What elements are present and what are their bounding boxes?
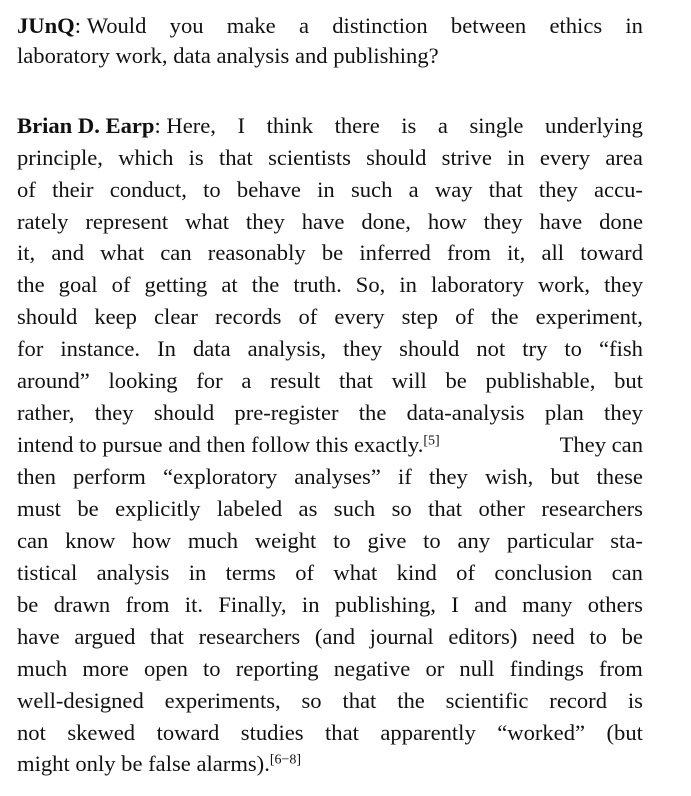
word: findings — [509, 656, 584, 681]
word: should — [17, 304, 78, 329]
word: done, — [361, 209, 411, 234]
word: So, — [355, 272, 386, 297]
word: what — [333, 560, 378, 585]
word: the — [358, 400, 387, 425]
word: they — [604, 400, 643, 425]
word: of — [455, 304, 474, 329]
word: In — [157, 336, 176, 361]
word: record — [549, 688, 607, 713]
word: they — [428, 464, 468, 489]
word: give — [367, 528, 407, 553]
word: “exploratory — [162, 464, 278, 489]
word: what — [100, 240, 145, 265]
answer-lead: Brian D. Earp: Here, — [17, 113, 216, 138]
word: way — [434, 177, 473, 202]
word: toward — [580, 240, 643, 265]
word: publishing, — [334, 592, 436, 617]
answer-line — [17, 558, 643, 588]
word: sta- — [610, 528, 643, 553]
word: to — [203, 177, 221, 202]
word: can — [160, 240, 192, 265]
word: journal — [369, 624, 434, 649]
word: represent — [85, 209, 169, 234]
word: is — [401, 113, 417, 138]
word: for — [196, 368, 223, 393]
word: in — [317, 177, 335, 202]
answer-line — [17, 622, 643, 652]
word: to — [423, 528, 441, 553]
word: such — [333, 496, 376, 521]
word: in — [399, 272, 417, 297]
word: labeled — [216, 496, 283, 521]
word: their — [52, 177, 94, 202]
answer-line-citation: intend to pursue and then follow this exactly.[5] They can — [17, 432, 643, 457]
answer-line — [17, 718, 643, 748]
word: must — [17, 496, 61, 521]
word: drawn — [53, 592, 111, 617]
word: so — [391, 496, 412, 521]
word: accu- — [594, 177, 643, 202]
word: behave — [236, 177, 301, 202]
word: pre-register — [234, 400, 339, 425]
word: in — [507, 145, 525, 170]
word: truth. — [293, 272, 342, 297]
word: have — [17, 624, 60, 649]
word: and — [474, 592, 507, 617]
word: they — [604, 272, 643, 297]
word: so — [301, 688, 322, 713]
word: can — [17, 528, 49, 553]
word: in — [188, 560, 207, 585]
word: scientific — [445, 688, 529, 713]
word: publishable, — [485, 368, 596, 393]
word: around” — [17, 368, 90, 393]
word: step — [401, 304, 439, 329]
word: underlying — [545, 113, 643, 138]
word: data — [192, 336, 231, 361]
word: be — [77, 496, 99, 521]
word: be — [445, 368, 467, 393]
word: be — [17, 592, 39, 617]
word: be — [321, 240, 344, 265]
word: much — [17, 656, 68, 681]
word: to — [589, 624, 607, 649]
answer-line-last: might only be false alarms).[6−8] — [17, 751, 302, 776]
word: they — [245, 209, 285, 234]
word: reasonably — [207, 240, 306, 265]
word: “worked” — [497, 720, 586, 745]
word: that — [428, 496, 463, 521]
word: of — [17, 177, 36, 202]
word: of — [456, 560, 475, 585]
word: have — [539, 209, 583, 234]
word: well-designed — [17, 688, 144, 713]
word: analyses” — [294, 464, 381, 489]
word: many — [522, 592, 573, 617]
word: terms — [225, 560, 276, 585]
word: and — [51, 240, 84, 265]
word: editors) — [448, 624, 518, 649]
word: strive — [441, 145, 492, 170]
word: all — [541, 240, 565, 265]
word: rather, — [17, 400, 75, 425]
speaker-brian-d-earp: Brian D. Earp — [17, 113, 155, 138]
word: from — [125, 592, 170, 617]
answer-line — [17, 175, 643, 205]
word: researchers — [198, 624, 301, 649]
word: not — [17, 720, 46, 745]
word: studies — [240, 720, 304, 745]
word: conduct, — [109, 177, 187, 202]
word: goal — [58, 272, 98, 297]
word: null — [459, 656, 495, 681]
word: other — [478, 496, 525, 521]
word: result — [270, 368, 321, 393]
word: it. — [184, 592, 203, 617]
citation-6-8: [6−8] — [269, 752, 302, 768]
word: from — [447, 240, 491, 265]
word: then — [17, 464, 56, 489]
word: done — [599, 209, 643, 234]
word: rately — [17, 209, 69, 234]
word: should — [153, 400, 215, 425]
answer-line — [17, 334, 643, 364]
word: any — [457, 528, 491, 553]
word: principle, — [17, 145, 103, 170]
word: toward — [156, 720, 220, 745]
word: the — [251, 272, 280, 297]
word: scientists — [268, 145, 351, 170]
word: or — [425, 656, 445, 681]
word: is — [188, 145, 204, 170]
word: analysis, — [247, 336, 327, 361]
word: of — [295, 560, 315, 585]
answer-line — [17, 143, 643, 173]
word: skewed — [67, 720, 136, 745]
word: that — [218, 145, 253, 170]
word: clear — [154, 304, 198, 329]
word: single — [469, 113, 524, 138]
word: analysis — [96, 560, 170, 585]
word: conclusion — [494, 560, 593, 585]
word: inferred — [359, 240, 431, 265]
word: much — [187, 528, 239, 553]
word: reporting — [235, 656, 319, 681]
word: of — [298, 304, 318, 329]
word: a — [437, 113, 448, 138]
word: can — [611, 560, 643, 585]
word: there — [334, 113, 380, 138]
answer-line — [17, 686, 643, 716]
answer-line — [17, 366, 643, 396]
word: they — [343, 336, 383, 361]
word: every — [334, 304, 385, 329]
word: know — [65, 528, 116, 553]
word: argued — [74, 624, 136, 649]
word: to — [333, 528, 351, 553]
word: how — [132, 528, 172, 553]
word: in — [301, 592, 320, 617]
answer-line — [17, 207, 643, 237]
answer-line — [17, 590, 643, 620]
word: tistical — [17, 560, 78, 585]
word: getting — [144, 272, 208, 297]
word: negative — [333, 656, 411, 681]
word: will — [391, 368, 427, 393]
word: Finally, — [218, 592, 287, 617]
word: area — [605, 145, 643, 170]
word: but — [550, 464, 580, 489]
word: to — [203, 656, 221, 681]
word: looking — [108, 368, 178, 393]
word: laboratory — [431, 272, 524, 297]
answer-line — [17, 462, 643, 492]
word: every — [539, 145, 591, 170]
word: a — [408, 177, 419, 202]
word: which — [118, 145, 174, 170]
word: open — [143, 656, 188, 681]
answer-line — [17, 526, 643, 556]
word: others — [587, 592, 643, 617]
word: not — [476, 336, 506, 361]
word: these — [596, 464, 643, 489]
word: it, — [17, 240, 36, 265]
word: that — [325, 720, 359, 745]
word: researchers — [541, 496, 643, 521]
word: data-analysis — [406, 400, 525, 425]
word: such — [350, 177, 393, 202]
word: plan — [544, 400, 584, 425]
word: wish, — [485, 464, 534, 489]
question-line-1: JUnQ: Would you make a distinction between ethics in — [17, 11, 643, 41]
word: at — [221, 272, 238, 297]
word: that — [488, 177, 523, 202]
word: should — [366, 145, 427, 170]
word: that — [339, 368, 373, 393]
question-lead: JUnQ: Would — [17, 13, 147, 38]
word: think — [266, 113, 314, 138]
word: the — [17, 272, 45, 297]
word: a — [241, 368, 252, 393]
word: work, — [537, 272, 591, 297]
word: be — [621, 624, 643, 649]
word: they — [538, 177, 578, 202]
answer-line-1 — [17, 111, 643, 141]
word: from — [598, 656, 643, 681]
word: keep — [94, 304, 137, 329]
word: of — [111, 272, 131, 297]
word: but — [614, 368, 643, 393]
word: what — [185, 209, 229, 234]
word: “fish — [599, 336, 643, 361]
question-line-2: laboratory work, data analysis and publishing? — [17, 43, 439, 68]
word: try — [522, 336, 548, 361]
word: particular — [506, 528, 594, 553]
answer-line — [17, 494, 643, 524]
word: I — [451, 592, 459, 617]
word: experiment, — [535, 304, 643, 329]
word: that — [342, 688, 377, 713]
word: if — [398, 464, 412, 489]
word: as — [298, 496, 318, 521]
answer-line — [17, 270, 643, 300]
word: that — [150, 624, 184, 649]
word: explicitly — [115, 496, 201, 521]
answer-line — [17, 398, 643, 428]
word: for — [17, 336, 44, 361]
speaker-junq: JUnQ — [17, 13, 75, 38]
word: they — [94, 400, 134, 425]
word: it, — [507, 240, 526, 265]
word: more — [82, 656, 129, 681]
answer-line — [17, 238, 643, 268]
word: how — [427, 209, 467, 234]
word: to — [564, 336, 582, 361]
word: apparently — [380, 720, 476, 745]
word: the — [490, 304, 519, 329]
citation-5: [5] — [423, 433, 440, 449]
word: experiments, — [164, 688, 281, 713]
word: need — [532, 624, 575, 649]
word: (and — [314, 624, 356, 649]
word: records — [214, 304, 282, 329]
word: they — [483, 209, 523, 234]
word: should — [399, 336, 460, 361]
answer-line — [17, 302, 643, 332]
answer-line — [17, 654, 643, 684]
word: (but — [606, 720, 643, 745]
word: the — [397, 688, 425, 713]
word: is — [627, 688, 643, 713]
word: I — [237, 113, 246, 138]
word: perform — [73, 464, 146, 489]
word: kind — [396, 560, 437, 585]
word: instance. — [60, 336, 141, 361]
word: weight — [254, 528, 317, 553]
word: have — [301, 209, 345, 234]
